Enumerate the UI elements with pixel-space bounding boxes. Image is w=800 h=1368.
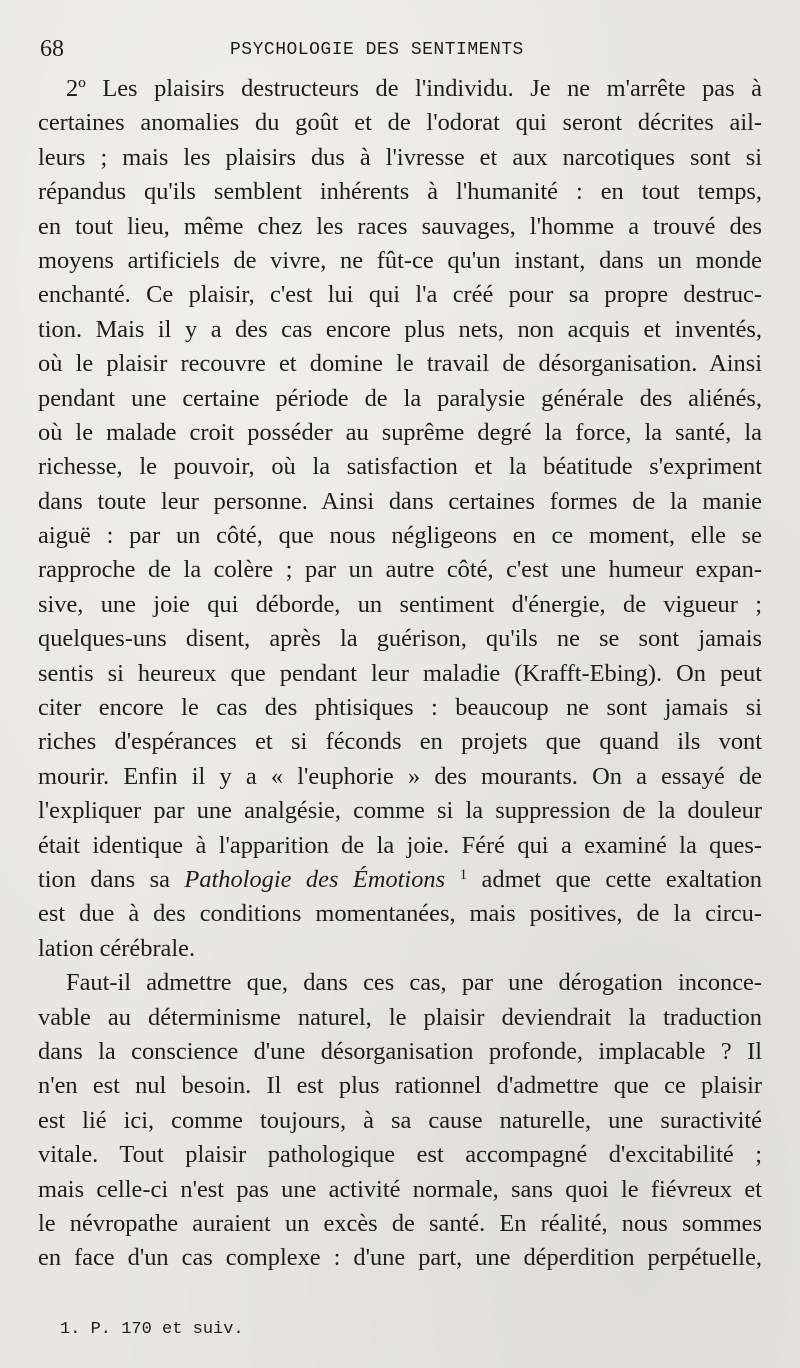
text-line: dans toute leur personne. Ainsi dans certaines formes de la manie (38, 487, 762, 515)
text-line: riches d'espérances et si féconds en projets que quand ils vont (38, 728, 762, 756)
text-segment: admet que cette exaltation (467, 865, 762, 893)
text-line: enchanté. Ce plaisir, c'est lui qui l'a créé pour sa propre destruc- (38, 281, 762, 309)
text-line: était identique à l'apparition de la joie. Féré qui a examiné la ques- (38, 831, 762, 859)
text-line: pendant une certaine période de la paralysie générale des aliénés, (38, 384, 762, 412)
page-number: 68 (40, 36, 64, 62)
text-line: sive, une joie qui déborde, un sentiment d'énergie, de vigueur ; (38, 590, 762, 618)
text-line: mais celle-ci n'est pas une activité normale, sans quoi le fiévreux et (38, 1175, 762, 1203)
text-line: rapproche de la colère ; par un autre côté, c'est une humeur expan- (38, 556, 762, 584)
text-line: dans la conscience d'une désorganisation profonde, implacable ? Il (38, 1037, 762, 1065)
text-line: où le malade croit posséder au suprême degré la force, la santé, la (38, 418, 762, 446)
text-line: en face d'un cas complexe : d'une part, une déperdition perpétuelle, (38, 1244, 762, 1272)
text-line: aiguë : par un côté, que nous négligeons en ce moment, elle se (38, 522, 762, 550)
book-title-citation: Pathologie des Émotions (184, 865, 446, 893)
text-line: citer encore le cas des phtisiques : beaucoup ne sont jamais si (38, 694, 762, 722)
text-line: vitale. Tout plaisir pathologique est accompagné d'excitabilité ; (38, 1141, 762, 1169)
text-line: richesse, le pouvoir, où la satisfaction et la béatitude s'expriment (38, 453, 762, 481)
text-line: certaines anomalies du goût et de l'odorat qui seront décrites ail- (38, 109, 762, 137)
text-line: leurs ; mais les plaisirs dus à l'ivresse et aux narcotiques sont si (38, 143, 762, 171)
text-line: tion. Mais il y a des cas encore plus nets, non acquis et inventés, (38, 315, 762, 343)
text-line: sentis si heureux que pendant leur maladie (Krafft-Ebing). On peut (38, 659, 762, 687)
paragraph-1 (38, 72, 762, 966)
text-line: répandus qu'ils semblent inhérents à l'humanité : en tout temps, (38, 178, 762, 206)
text-segment: tion dans sa (38, 865, 185, 893)
running-title: PSYCHOLOGIE DES SENTIMENTS (230, 40, 524, 60)
text-line: 2º Les plaisirs destructeurs de l'individu. Je ne m'arrête pas à (66, 75, 762, 102)
text-line: moyens artificiels de vivre, ne fût-ce qu'un instant, dans un monde (38, 246, 762, 274)
text-line: vable au déterminisme naturel, le plaisir deviendrait la traduction (38, 1003, 762, 1031)
text-line: en tout lieu, même chez les races sauvages, l'homme a trouvé des (38, 212, 762, 240)
footnote: 1. P. 170 et suiv. (60, 1320, 244, 1339)
text-line: est due à des conditions momentanées, mais positives, de la circu- (38, 900, 762, 928)
text-line-with-citation (38, 863, 762, 897)
running-head (40, 34, 762, 64)
text-line: lation cérébrale. (38, 934, 196, 962)
text-line: mourir. Enfin il y a « l'euphorie » des mourants. On a essayé de (38, 762, 762, 790)
text-line: où le plaisir recouvre et domine le travail de désorganisation. Ainsi (38, 350, 762, 378)
footnote-reference[interactable]: 1 (459, 866, 468, 883)
text-line: n'en est nul besoin. Il est plus rationnel d'admettre que ce plaisir (38, 1072, 762, 1100)
text-line: est lié ici, comme toujours, à sa cause naturelle, une suractivité (38, 1106, 762, 1134)
text-line: quelques-uns disent, après la guérison, qu'ils ne se sont jamais (38, 625, 762, 653)
paragraph-2 (38, 966, 762, 1276)
body-text (38, 72, 762, 1276)
text-line: le névropathe auraient un excès de santé. En réalité, nous sommes (38, 1209, 762, 1237)
text-line: l'expliquer par une analgésie, comme si la suppression de la douleur (38, 797, 762, 825)
text-line: Faut-il admettre que, dans ces cas, par une dérogation inconce- (66, 969, 762, 997)
